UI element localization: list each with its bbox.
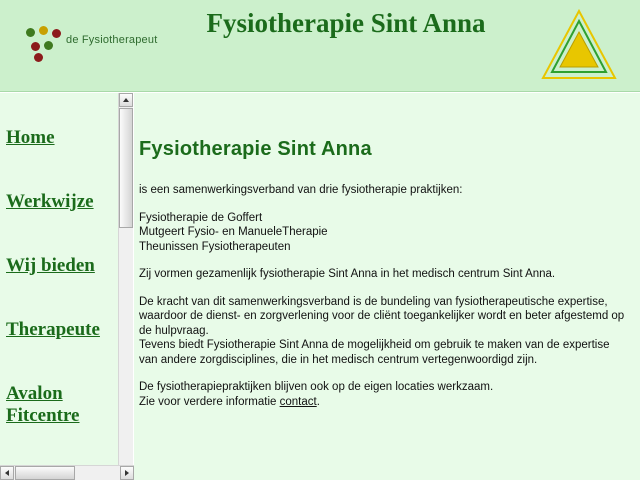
triangle-logo-icon	[540, 8, 618, 82]
horizontal-scrollbar-thumb[interactable]	[15, 466, 75, 480]
sidebar-item-home[interactable]: Home	[6, 127, 55, 148]
brand-logo-label: de Fysiotherapeut	[66, 34, 158, 46]
content-footer-block	[139, 380, 626, 409]
main-content	[134, 93, 640, 480]
content-location: Zij vormen gezamenlijk fysiotherapie Sint Anna in het medisch centrum Sint Anna.	[139, 268, 556, 280]
practice-item-1: Fysiotherapie de Goffert	[139, 211, 263, 224]
content-locations: De fysiotherapiepraktijken blijven ook op de eigen locaties werkzaam.	[139, 381, 494, 393]
content-expertise: Tevens biedt Fysiotherapie Sint Anna de mogelijkheid om gebruik te maken van de expertise van andere zorgdisciplines, die in het medisch centrum vertegenwoordigd zijn.	[139, 339, 610, 366]
vertical-scrollbar-thumb[interactable]	[119, 108, 133, 228]
sidebar-item-avalon[interactable]: Avalon Fitcentre	[6, 383, 80, 426]
scroll-left-icon[interactable]	[0, 466, 14, 480]
sidebar-item-werkwijze[interactable]: Werkwijze	[6, 191, 94, 212]
practice-list	[139, 211, 626, 255]
contact-prefix: Zie voor verdere informatie	[139, 395, 280, 408]
scroll-right-icon[interactable]	[120, 466, 134, 480]
content-strength: De kracht van dit samenwerkingsverband is de bundeling van fysiotherapeutische expertise, waardoor de dienst- en zorgverlening voor de cliënt toegankelijker wordt en beter afgestemd op de hulpvraag.	[139, 295, 625, 337]
content-intro: is een samenwerkingsverband van drie fysiotherapie praktijken:	[139, 184, 463, 196]
contact-link[interactable]: contact	[279, 395, 317, 408]
content-strength-block	[139, 295, 626, 368]
sidebar-vertical-scrollbar[interactable]	[118, 93, 133, 480]
sidebar-nav	[0, 93, 118, 480]
scroll-up-icon[interactable]	[119, 93, 133, 107]
sidebar-horizontal-scrollbar[interactable]	[0, 465, 134, 480]
sidebar-item-wij-bieden[interactable]: Wij bieden	[6, 255, 95, 276]
practice-item-3: Theunissen Fysiotherapeuten	[139, 240, 291, 253]
site-header	[0, 0, 640, 92]
page-title: Fysiotherapie Sint Anna	[206, 8, 486, 38]
brand-logo[interactable]	[18, 20, 188, 66]
practice-item-2: Mutgeert Fysio- en ManueleTherapie	[139, 226, 328, 238]
dots-logo-icon	[26, 26, 64, 60]
content-heading: Fysiotherapie Sint Anna	[139, 138, 372, 160]
sidebar-item-therapeuten[interactable]: Therapeute	[6, 319, 100, 340]
contact-suffix: .	[316, 395, 320, 408]
